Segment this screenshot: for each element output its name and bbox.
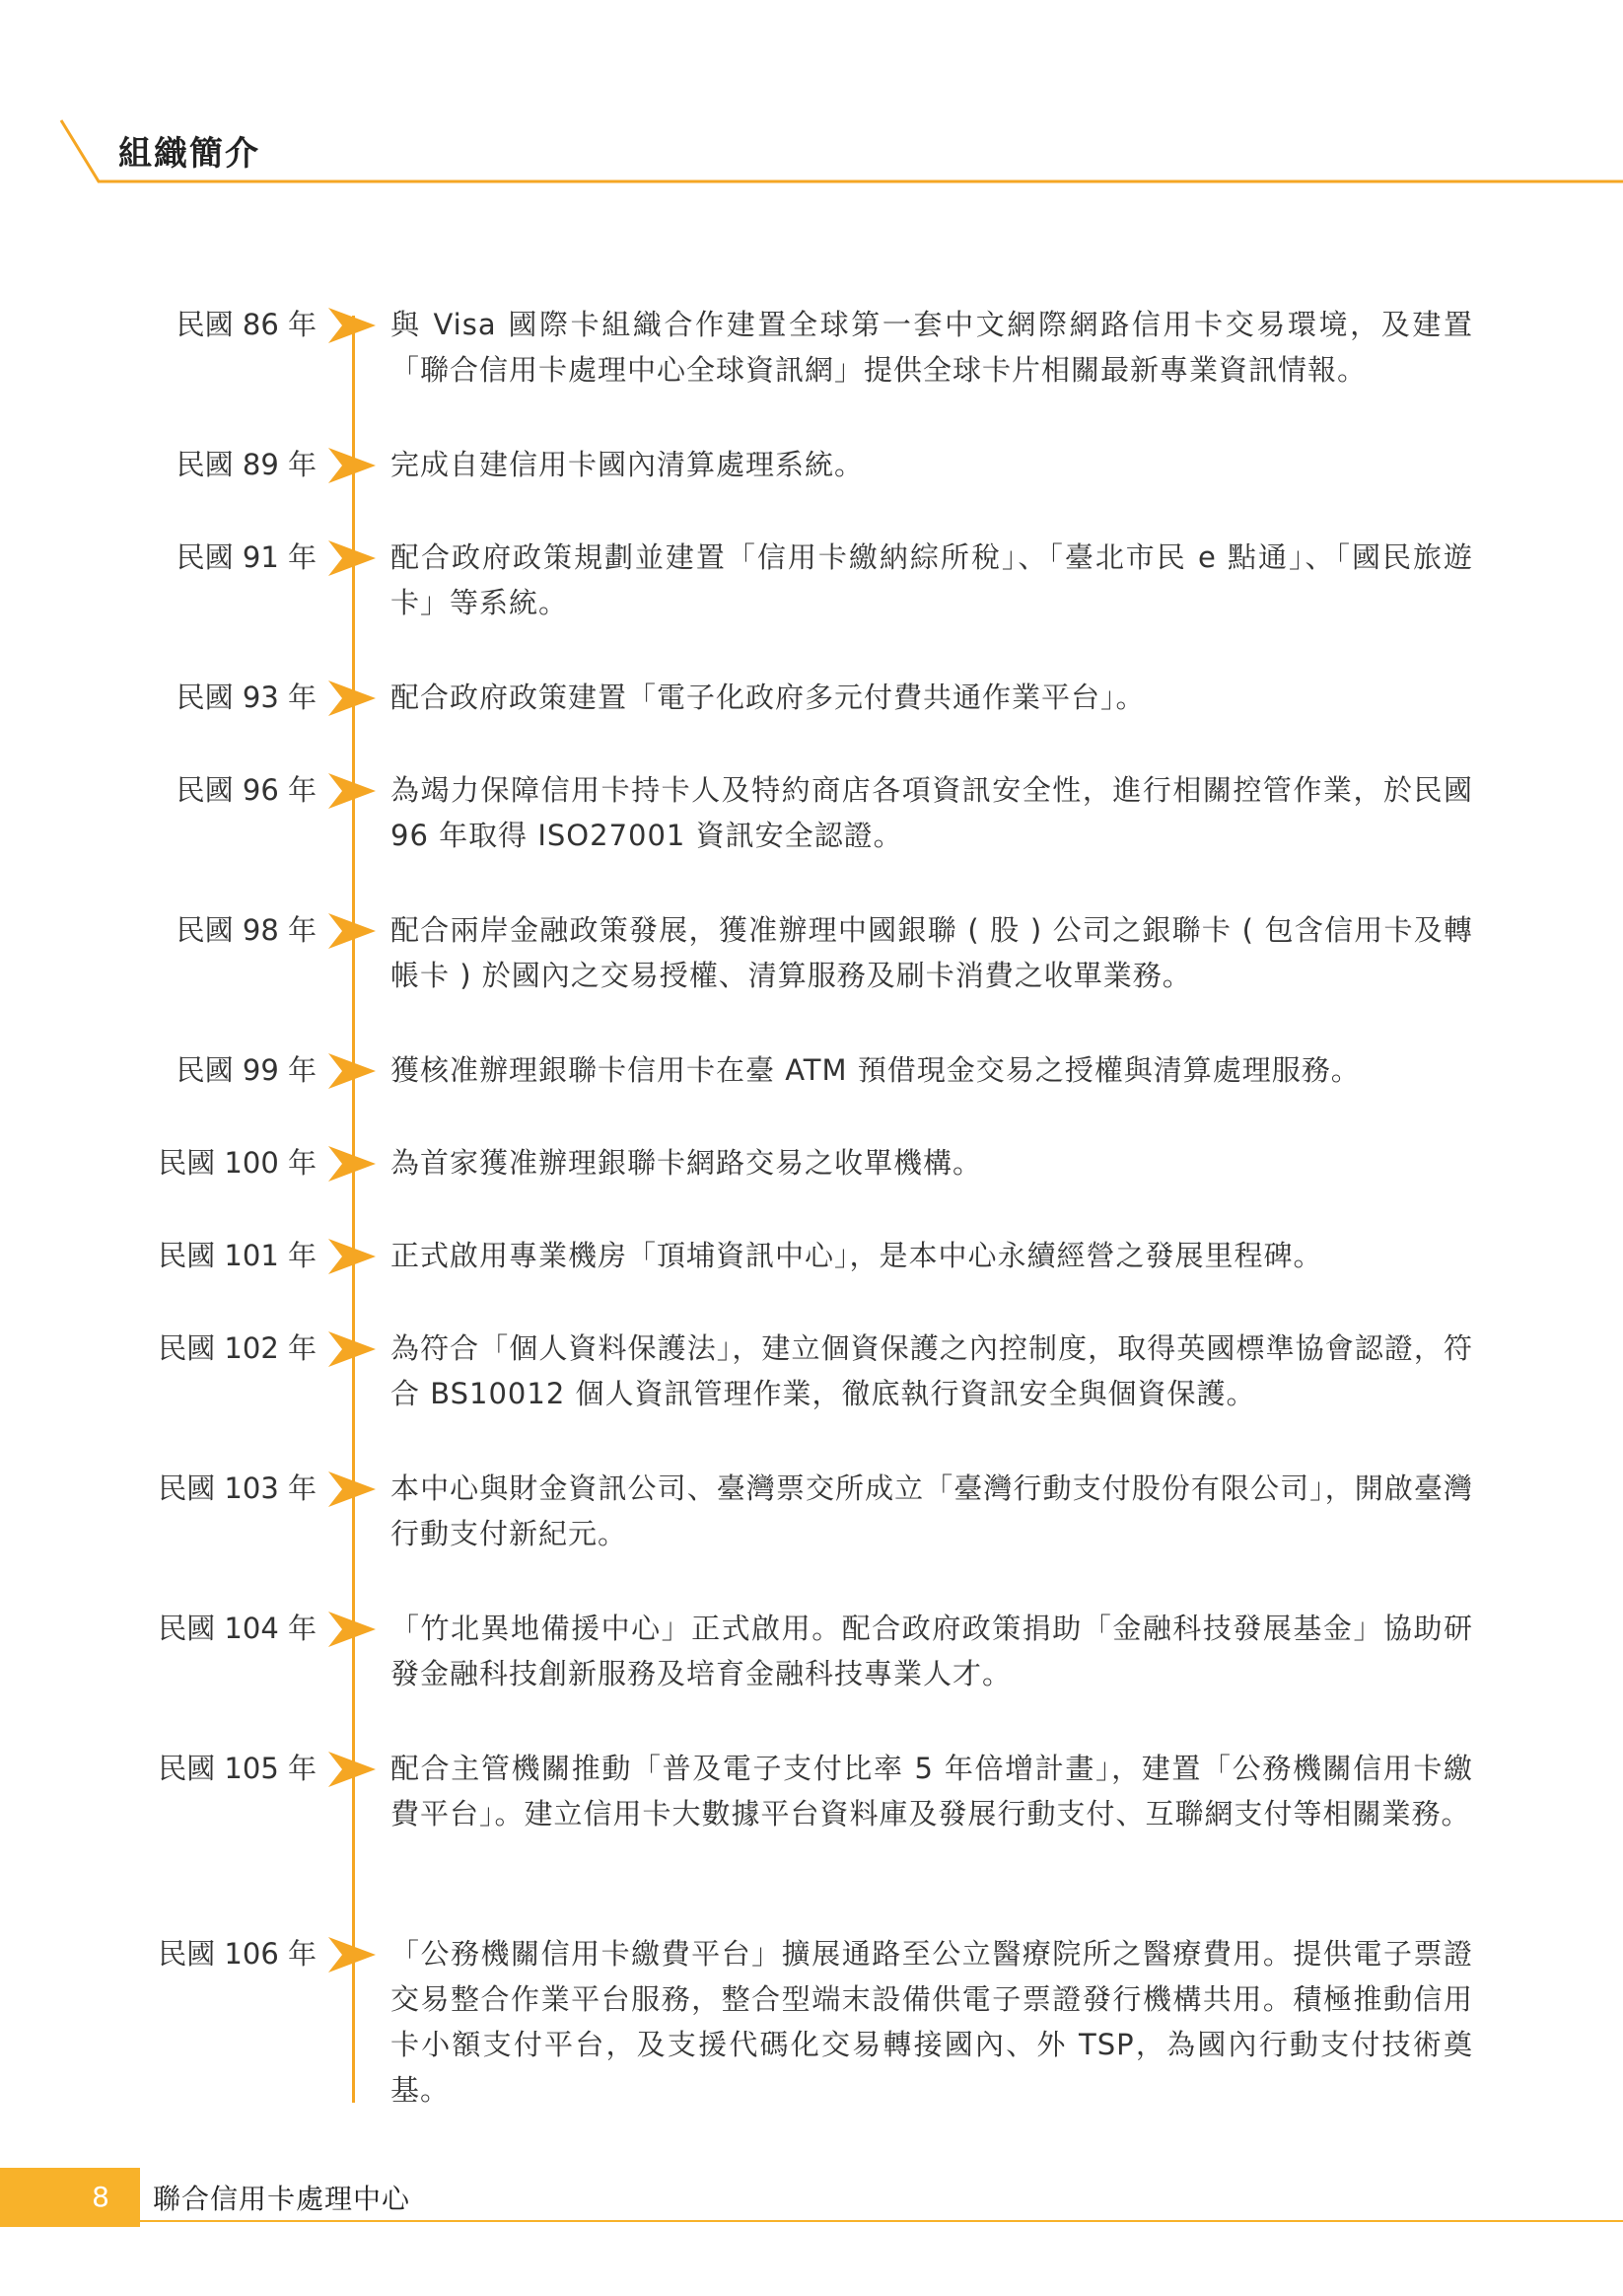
timeline-text: 配合主管機關推動「普及電子支付比率 5 年倍增計畫」，建置「公務機關信用卡繳費平台」。建立信用卡大數據平台資料庫及發展行動支付、互聯網支付等相關業務。	[390, 1752, 1473, 1830]
page-header	[0, 0, 1623, 197]
arrow-icon	[328, 1051, 378, 1091]
page-title: 組織簡介	[118, 134, 260, 174]
footer-organization: 聯合信用卡處理中心	[153, 2183, 411, 2215]
arrow-icon	[328, 911, 378, 951]
arrow-icon	[328, 679, 378, 718]
timeline-year: 民國 89 年	[176, 448, 317, 481]
arrow-icon	[328, 1750, 378, 1789]
timeline-text: 完成自建信用卡國內清算處理系統。	[390, 448, 865, 481]
timeline-year: 民國 101 年	[158, 1239, 317, 1272]
timeline-year: 民國 102 年	[158, 1331, 317, 1365]
timeline-year: 民國 93 年	[176, 681, 317, 714]
timeline-year: 民國 104 年	[158, 1612, 317, 1645]
timeline-text: 本中心與財金資訊公司、臺灣票交所成立「臺灣行動支付股份有限公司」，開啟臺灣行動支付新紀元。	[390, 1471, 1473, 1550]
arrow-icon	[328, 1470, 378, 1509]
timeline-year: 民國 103 年	[158, 1471, 317, 1505]
timeline-text: 與 Visa 國際卡組織合作建置全球第一套中文網際網路信用卡交易環境，及建置「聯合信用卡處理中心全球資訊網」提供全球卡片相關最新專業資訊情報。	[390, 308, 1473, 387]
arrow-icon	[328, 1144, 378, 1184]
arrow-icon	[328, 1237, 378, 1276]
timeline-text: 配合政府政策建置「電子化政府多元付費共通作業平台」。	[390, 681, 1146, 714]
timeline-text: 配合兩岸金融政策發展，獲准辦理中國銀聯 ( 股 ) 公司之銀聯卡 ( 包含信用卡及轉帳卡 ) 於國內之交易授權、清算服務及刷卡消費之收單業務。	[390, 913, 1473, 992]
timeline-text: 「竹北異地備援中心」正式啟用。配合政府政策捐助「金融科技發展基金」協助研發金融科技創新服務及培育金融科技專業人才。	[390, 1612, 1473, 1690]
arrow-icon	[328, 1935, 378, 1974]
footer-rule	[140, 2220, 1623, 2222]
timeline-year: 民國 105 年	[158, 1752, 317, 1785]
arrow-icon	[328, 306, 378, 345]
timeline-text: 為首家獲准辦理銀聯卡網路交易之收單機構。	[390, 1146, 983, 1180]
timeline-text: 配合政府政策規劃並建置「信用卡繳納綜所稅」、「臺北市民 e 點通」、「國民旅遊卡」等系統。	[390, 540, 1473, 619]
timeline-year: 民國 91 年	[176, 540, 317, 574]
timeline-year: 民國 86 年	[176, 308, 317, 341]
page-number: 8	[92, 2181, 109, 2213]
timeline-line	[352, 316, 355, 2103]
arrow-icon	[328, 1329, 378, 1369]
timeline-year: 民國 99 年	[176, 1053, 317, 1087]
timeline-text: 正式啟用專業機房「頂埔資訊中心」，是本中心永續經營之發展里程碑。	[390, 1239, 1323, 1272]
timeline-text: 「公務機關信用卡繳費平台」擴展通路至公立醫療院所之醫療費用。提供電子票證交易整合作業平台服務，整合型端末設備供電子票證發行機構共用。積極推動信用卡小額支付平台，及支援代碼化交易轉接國內、外 TSP，為國內行動支付技術奠基。	[390, 1937, 1473, 2107]
timeline-year: 民國 98 年	[176, 913, 317, 947]
timeline-year: 民國 106 年	[158, 1937, 317, 1971]
timeline-text: 獲核准辦理銀聯卡信用卡在臺 ATM 預借現金交易之授權與清算處理服務。	[390, 1053, 1361, 1087]
arrow-icon	[328, 1610, 378, 1649]
arrow-icon	[328, 538, 378, 578]
timeline-year: 民國 96 年	[176, 773, 317, 807]
timeline-text: 為竭力保障信用卡持卡人及特約商店各項資訊安全性，進行相關控管作業，於民國 96 年取得 ISO27001 資訊安全認證。	[390, 773, 1473, 852]
timeline-text: 為符合「個人資料保護法」，建立個資保護之內控制度，取得英國標準協會認證，符合 BS10012 個人資訊管理作業，徹底執行資訊安全與個資保護。	[390, 1331, 1473, 1410]
timeline-year: 民國 100 年	[158, 1146, 317, 1180]
arrow-icon	[328, 446, 378, 485]
arrow-icon	[328, 771, 378, 811]
